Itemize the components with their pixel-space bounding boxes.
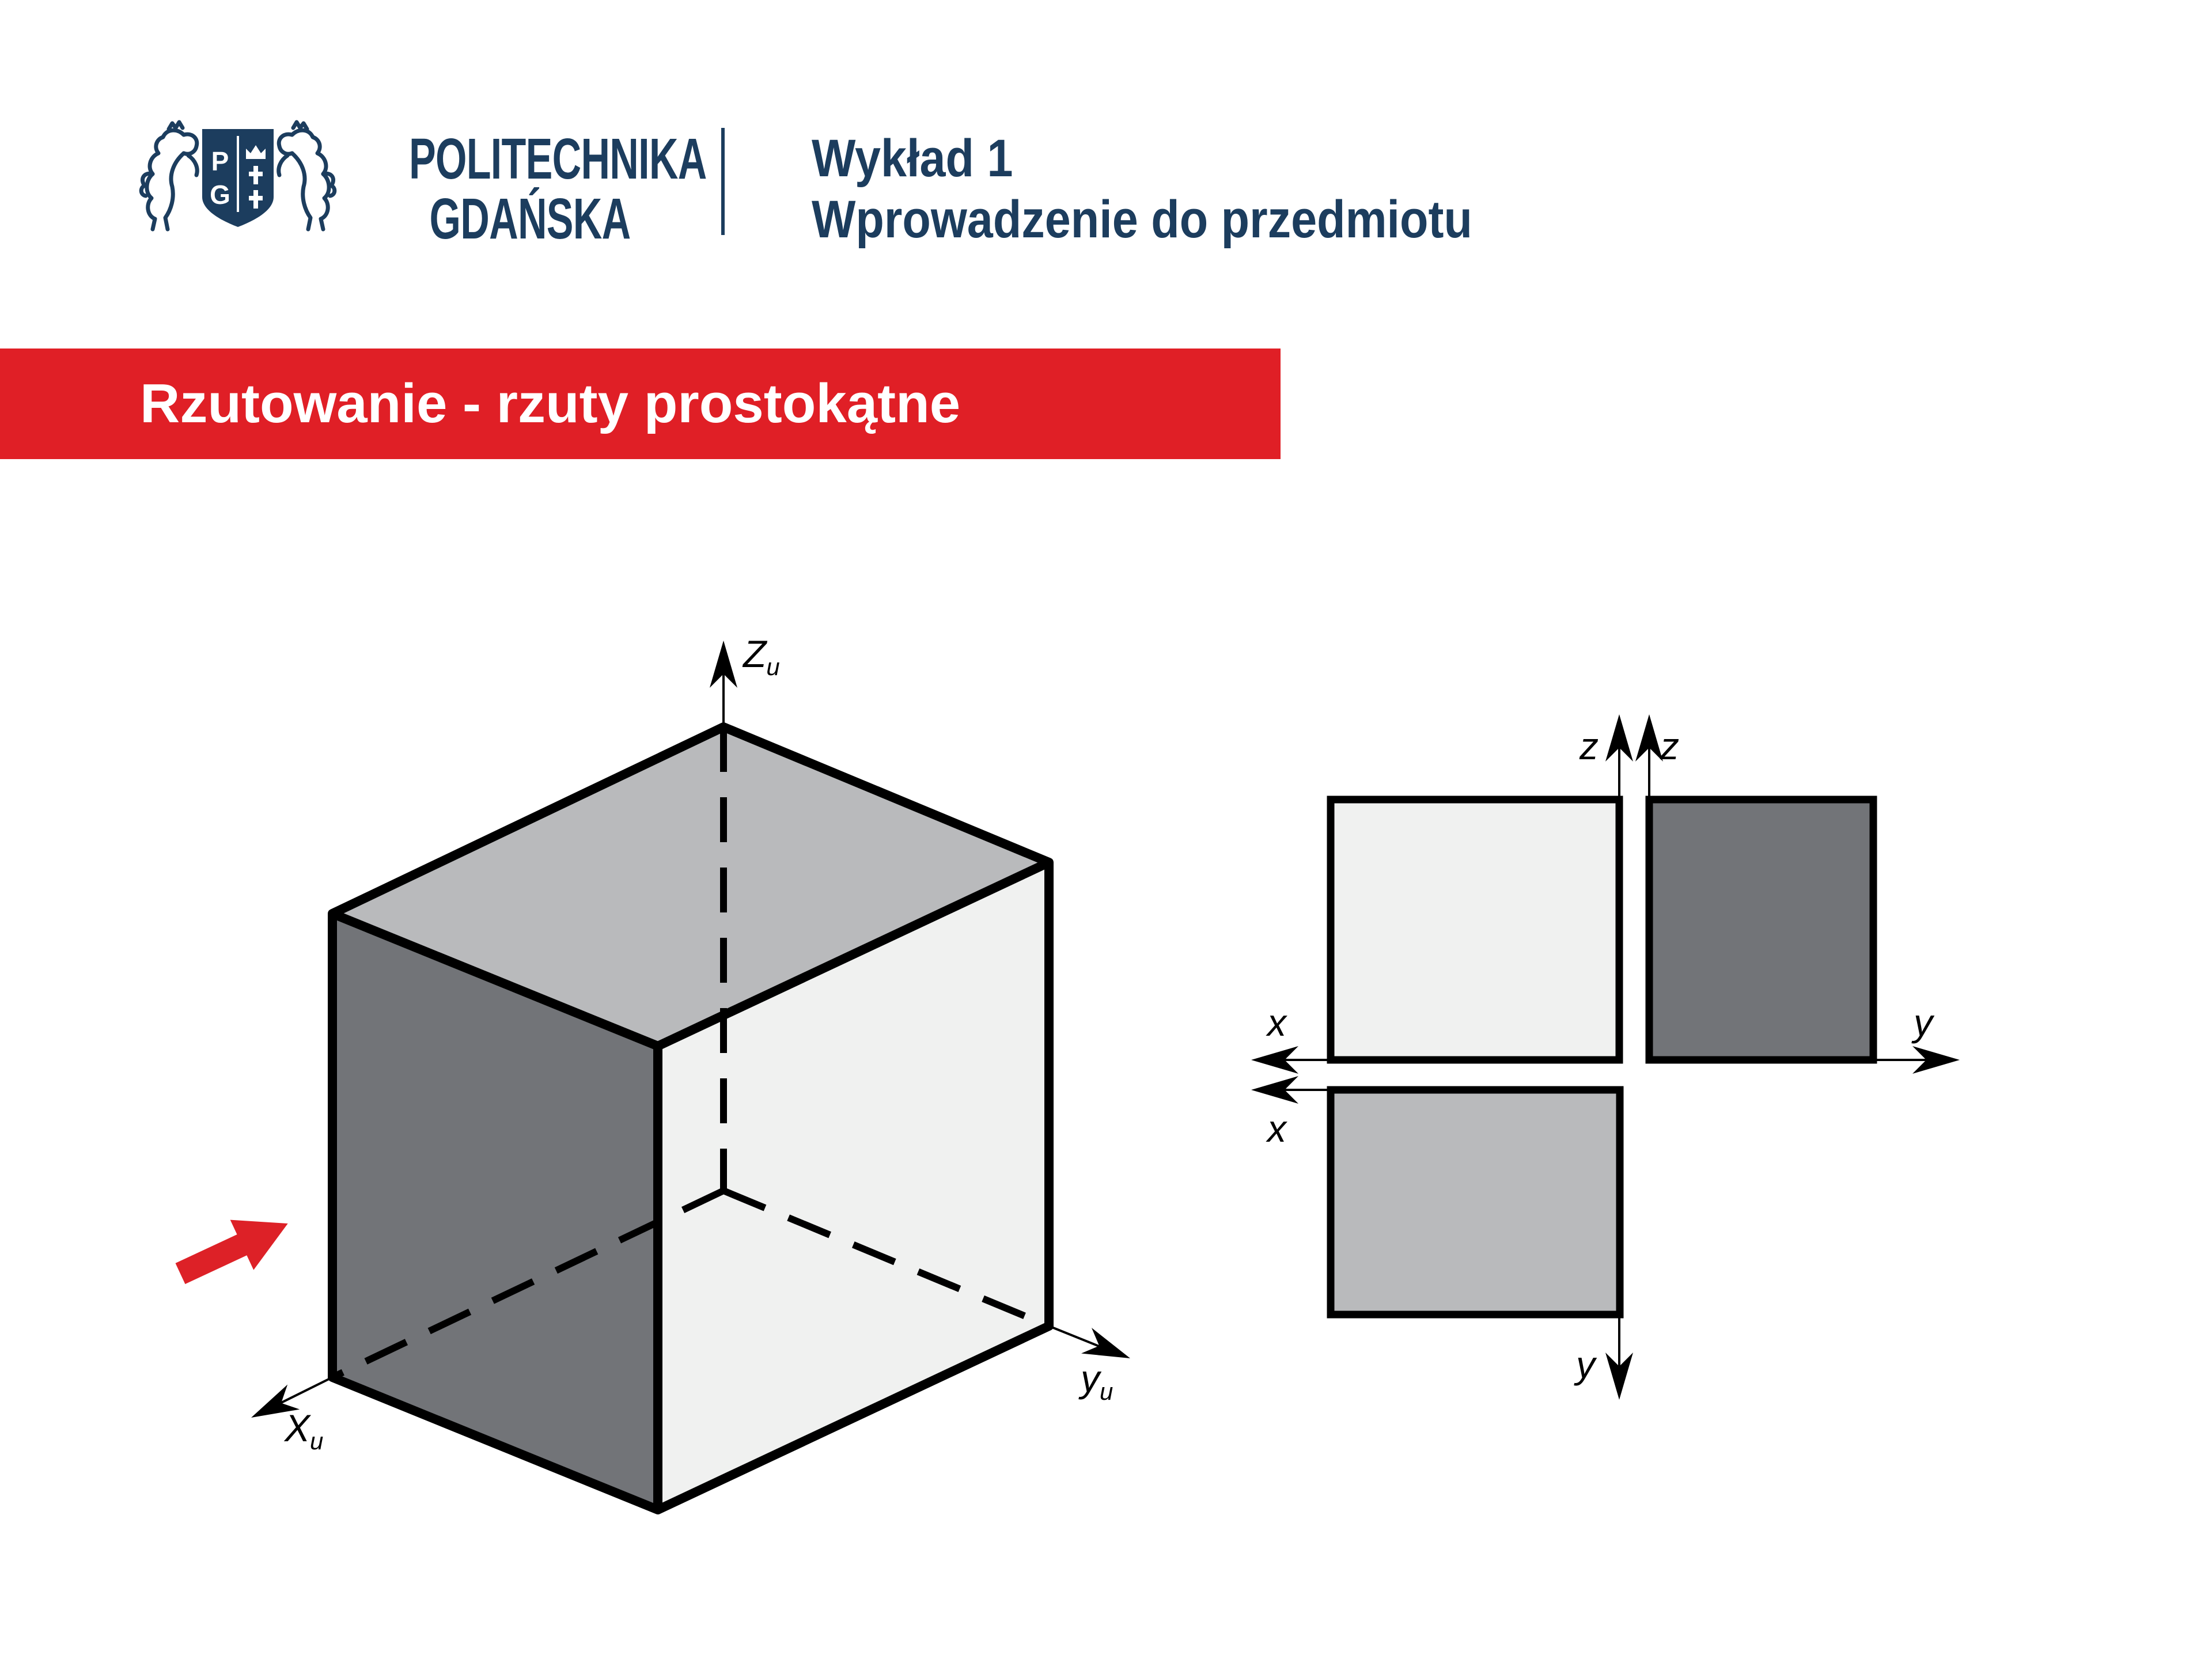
lecture-title-line1: Wykład 1 [812, 129, 1013, 188]
front-view-square [1331, 800, 1619, 1060]
axis-label-xu: $X_u$ [285, 1407, 324, 1455]
shield-monogram-p: P [211, 146, 229, 176]
axis-label-yu: $y_u$ [1081, 1357, 1113, 1406]
side-view-square [1649, 800, 1873, 1060]
axis-label-z-left: z [1580, 725, 1599, 767]
university-name-line1: POLITECHNIKA [409, 127, 707, 191]
university-name-line2: GDAŃSKA [429, 187, 631, 251]
lecture-title-line2: Wprowadzenie do przedmiotu [812, 190, 1472, 249]
axis-label-x-bottom: x [1267, 1107, 1286, 1150]
axis-label-y-down: y [1576, 1343, 1595, 1386]
axis-label-y-right: y [1914, 1001, 1933, 1044]
banner-title: Rzutowanie - rzuty prostokątne [140, 373, 961, 434]
axis-label-x-top: x [1267, 1001, 1286, 1044]
axis-label-zu: $Z_u$ [743, 632, 780, 681]
view-direction-arrow-icon [169, 1198, 300, 1298]
top-view-square [1331, 1090, 1620, 1315]
shield-monogram-g: G [210, 180, 230, 210]
axis-label-z-right: z [1660, 725, 1679, 767]
